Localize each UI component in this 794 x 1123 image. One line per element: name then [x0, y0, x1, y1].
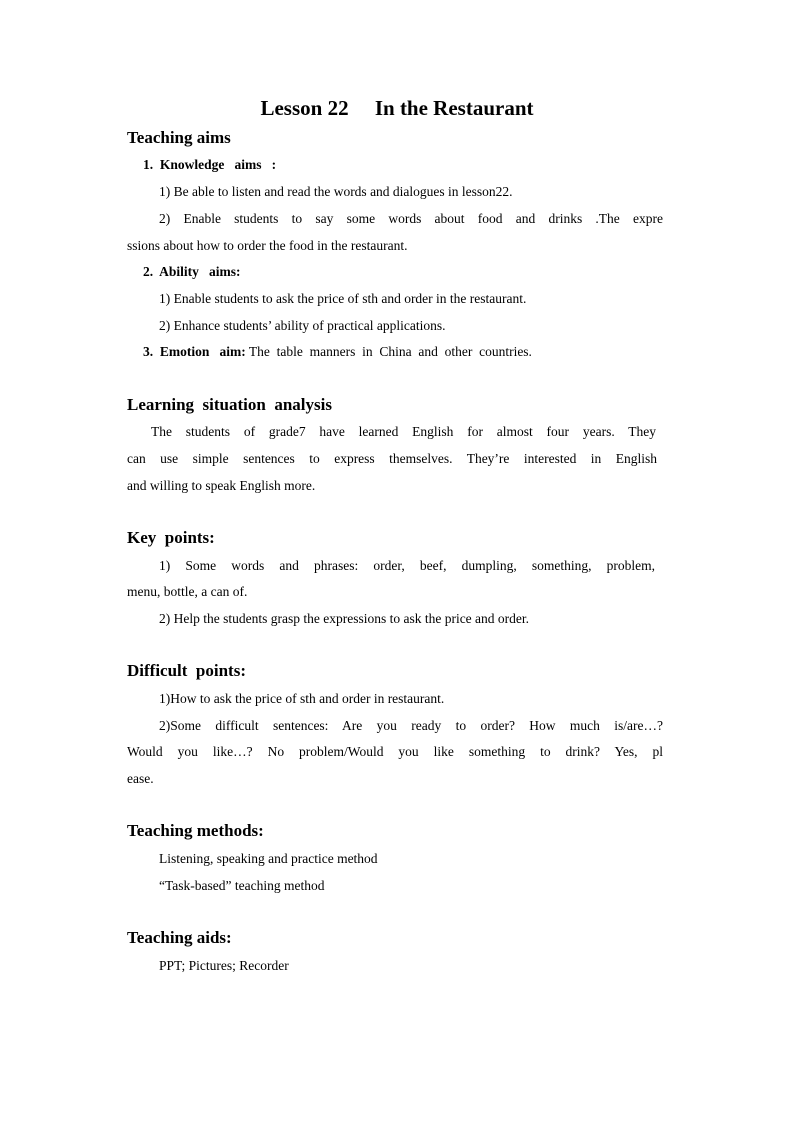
knowledge-aim-1: 1) Be able to listen and read the words and dialogues in lesson22. [159, 184, 513, 199]
difficult-points-heading: Difficult points: [127, 661, 246, 680]
emotion-aim-text: The table manners in China and other countries. [248, 344, 532, 359]
ability-aim-2: 2) Enhance students’ ability of practical applications. [159, 318, 446, 333]
key-point-2: 2) Help the students grasp the expressions to ask the price and order. [159, 611, 530, 626]
teaching-methods-heading: Teaching methods: [127, 821, 264, 840]
teaching-aids-list: PPT; Pictures; Recorder [159, 958, 289, 973]
ability-aims-label: 2. Ability aims: [143, 264, 241, 279]
key-point-1: 1) Some words and phrases: order, beef, dumpling, something, problem, [159, 558, 655, 573]
difficult-point-2: 2)Some difficult sentences: Are you ready to order? How much is/are…? [159, 718, 663, 733]
teaching-aids-heading: Teaching aids: [127, 928, 232, 947]
learning-situation-line-2: can use simple sentences to express themselves. They’re interested in English [127, 451, 657, 466]
teaching-aims-heading: Teaching aims [127, 128, 231, 147]
difficult-point-2-end: ease. [127, 771, 154, 786]
ability-aim-1: 1) Enable students to ask the price of sth and order in the restaurant. [159, 291, 527, 306]
knowledge-aims-label: 1. Knowledge aims : [143, 157, 277, 172]
learning-situation-heading: Learning situation analysis [127, 395, 332, 414]
emotion-aim [143, 344, 532, 360]
learning-situation-line-1: The students of grade7 have learned English for almost four years. They [151, 424, 656, 439]
learning-situation-line-3: and willing to speak English more. [127, 478, 316, 493]
lesson-title: Lesson 22 In the Restaurant [260, 96, 534, 120]
emotion-aim-label: 3. Emotion aim: [143, 344, 246, 359]
key-point-1-cont: menu, bottle, a can of. [127, 584, 248, 599]
key-points-heading: Key points: [127, 528, 215, 547]
teaching-method-2: “Task-based” teaching method [159, 878, 325, 893]
difficult-point-1: 1)How to ask the price of sth and order in restaurant. [159, 691, 445, 706]
knowledge-aim-2-cont: ssions about how to order the food in the restaurant. [127, 238, 408, 253]
knowledge-aim-2: 2) Enable students to say some words about food and drinks .The expre [159, 211, 663, 226]
difficult-point-2-cont: Would you like…? No problem/Would you like something to drink? Yes, pl [127, 744, 663, 759]
teaching-method-1: Listening, speaking and practice method [159, 851, 378, 866]
